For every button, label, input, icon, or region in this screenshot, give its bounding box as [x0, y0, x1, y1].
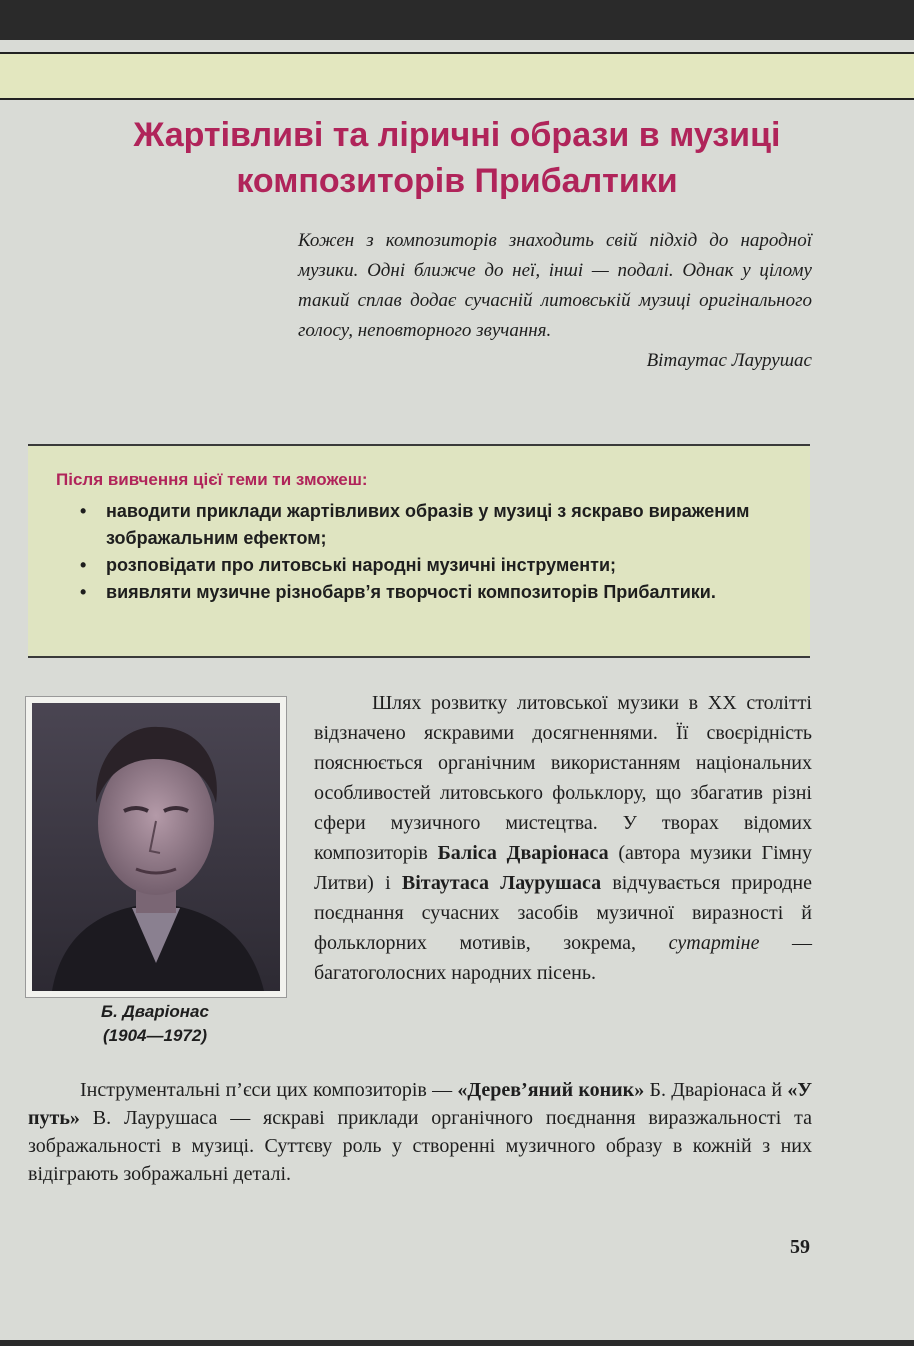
title-line-2: композиторів Прибалтики: [236, 162, 678, 200]
second-paragraph: [28, 1076, 812, 1188]
top-band: [0, 52, 914, 100]
epigraph-author: Вітаутас Лаурушас: [646, 350, 812, 371]
paragraph-text: Б. Дваріонаса й: [644, 1079, 788, 1101]
composer-name: Вітаутаса Лаурушаса: [401, 872, 602, 894]
paragraph-text: (автора музики Гімну Литви) і: [314, 842, 813, 894]
paragraph-text: Шлях розвитку литовської музики в XX столітті відзначено яскравими досягненнями. Її своєрідність пояснюється органічним використанням національних особливостей литовського фольклору, що збагатив різні сфери музичного мистецтва. У творах відомих композиторів: [314, 692, 812, 864]
work-title: «У путь»: [28, 1079, 813, 1129]
caption-name: Б. Дваріонас: [101, 1002, 209, 1021]
goals-list: [78, 498, 798, 606]
paragraph-text: Інструментальні п’єси цих композиторів —: [80, 1079, 458, 1101]
portrait-caption: [40, 1000, 270, 1048]
goal-item: • наводити приклади жартівливих образів у музиці з яскраво вираженим зображальним ефектом;: [78, 498, 798, 552]
title-line-1: Жартівливі та ліричні образи в музиці: [133, 116, 781, 154]
work-title: «Дерев’яний коник»: [457, 1079, 645, 1101]
page-number: 59: [790, 1236, 810, 1258]
epigraph: [298, 226, 812, 376]
paragraph-text: В. Лаурушаса — яскраві приклади органічного поєднання виразжальності та зображальності в музиці. Суттєву роль у створенні музичного образу в кожній з них відіграють зображальні деталі.: [28, 1107, 812, 1185]
portrait-photo: [25, 696, 287, 998]
portrait-image: [32, 703, 280, 991]
caption-years: (1904—1972): [103, 1026, 207, 1045]
term: сутартіне: [668, 932, 760, 954]
paragraph-text: відчувається природне поєднання сучасних засобів музичної виразності й фольклорних мотивів, зокрема,: [314, 872, 812, 954]
main-paragraph: [314, 688, 812, 988]
epigraph-text: Кожен з композиторів знаходить свій підхід до народної музики. Одні ближче до неї, інші — подалі. Однак у цілому такий сплав додає сучасній литовській музиці оригінального голосу, неповторного звучання.: [298, 230, 812, 341]
composer-name: Баліса Дваріонаса: [437, 842, 609, 864]
paragraph-text: — багатоголосних народних пісень.: [314, 932, 813, 984]
page-title: [30, 112, 884, 204]
goal-item: • розповідати про литовські народні музичні інструменти;: [78, 552, 798, 579]
divider-bottom: [28, 656, 810, 658]
goal-item: • виявляти музичне різнобарв’я творчості композиторів Прибалтики.: [78, 579, 798, 606]
goals-title: Після вивчення цієї теми ти зможеш:: [56, 470, 368, 489]
